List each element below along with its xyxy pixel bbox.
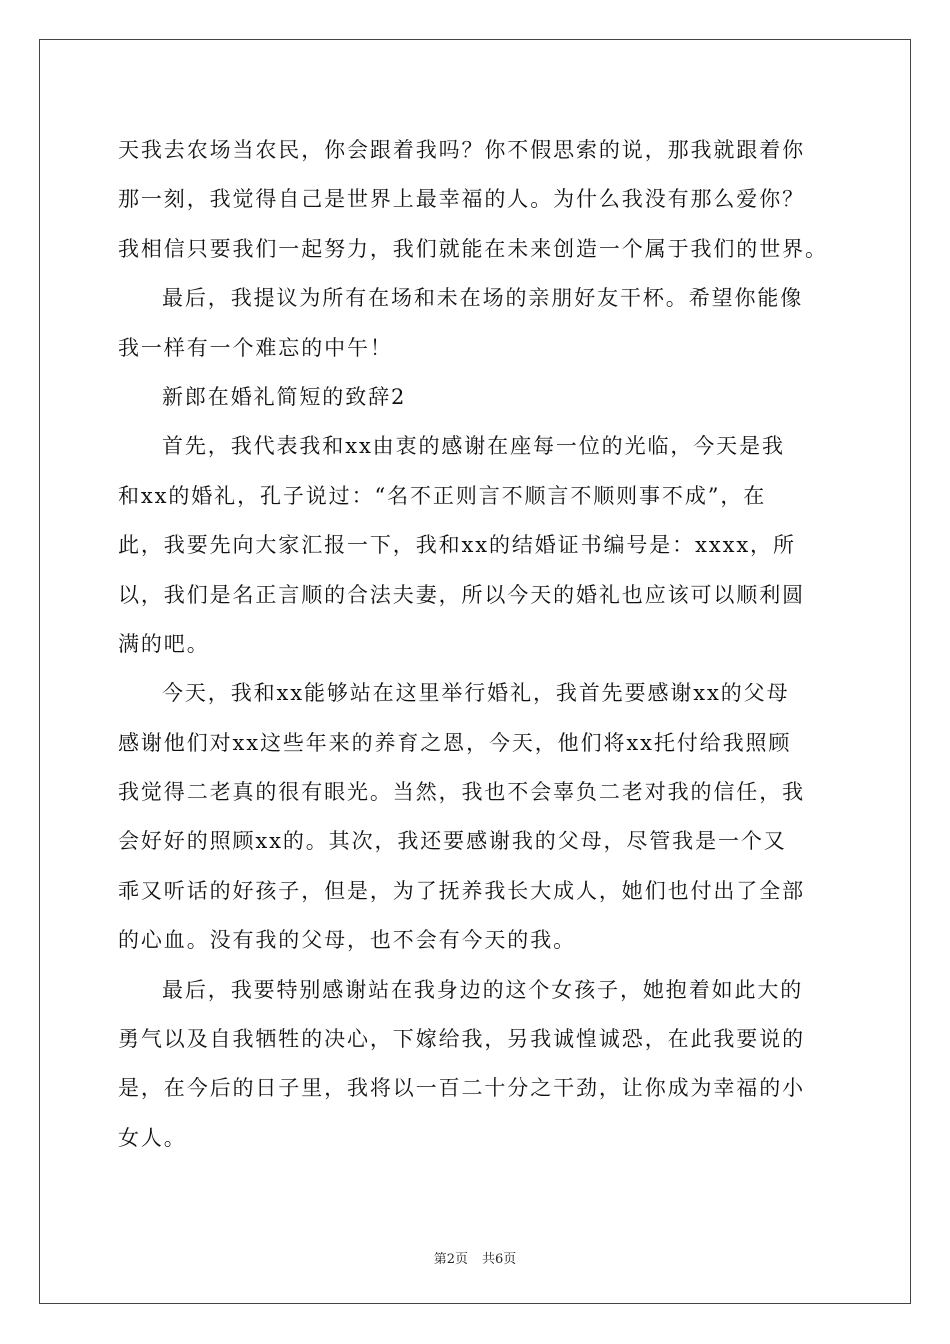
text-line: 感谢他们对xx这些年来的养育之恩，今天，他们将xx托付给我照顾: [118, 730, 792, 755]
text-line: 满的吧。: [118, 631, 210, 656]
text-line: 最后，我要特别感谢站在我身边的这个女孩子，她抱着如此大的: [162, 977, 804, 1002]
text-line: 我一样有一个难忘的中午！: [118, 335, 393, 360]
text-line: 女人。: [118, 1125, 187, 1150]
text-line: 勇气以及自我牺牲的决心，下嫁给我，另我诚惶诚恐，在此我要说的: [118, 1027, 805, 1052]
text-line: 最后，我提议为所有在场和未在场的亲朋好友干杯。希望你能像: [162, 286, 804, 311]
section-heading: 新郎在婚礼简短的致辞2: [162, 384, 407, 409]
text-line: 和xx的婚礼，孔子说过：“名不正则言不顺言不顺则事不成”，在: [118, 483, 767, 508]
page-total: 共6页: [482, 1252, 517, 1267]
page-number: 第2页: [433, 1252, 468, 1267]
document-body: [118, 126, 846, 1163]
text-line: 天我去农场当农民，你会跟着我吗？你不假思索的说，那我就跟着你: [118, 138, 805, 162]
text-line: 以，我们是名正言顺的合法夫妻，所以今天的婚礼也应该可以顺利圆: [118, 582, 805, 607]
text-line: 今天，我和xx能够站在这里举行婚礼，我首先要感谢xx的父母: [162, 681, 790, 706]
text-line: 会好好的照顾xx的。其次，我还要感谢我的父母，尽管我是一个又: [118, 829, 787, 854]
page-footer: [0, 1248, 950, 1267]
text-line: 乖又听话的好孩子，但是，为了抚养我长大成人，她们也付出了全部: [118, 878, 805, 903]
text-line: 的心血。没有我的父母，也不会有今天的我。: [118, 928, 576, 953]
text-line: 是，在今后的日子里，我将以一百二十分之干劲，让你成为幸福的小: [118, 1076, 805, 1101]
text-line: 首先，我代表我和xx由衷的感谢在座每一位的光临，今天是我: [162, 434, 785, 459]
text-line: 我相信只要我们一起努力，我们就能在未来创造一个属于我们的世界。: [118, 236, 828, 261]
text-line: 我觉得二老真的很有眼光。当然，我也不会辜负二老对我的信任，我: [118, 780, 805, 805]
text-line: 那一刻，我觉得自己是世界上最幸福的人。为什么我没有那么爱你？: [118, 187, 805, 212]
text-line: 此，我要先向大家汇报一下，我和xx的结婚证书编号是：xxxx，所: [118, 533, 796, 558]
